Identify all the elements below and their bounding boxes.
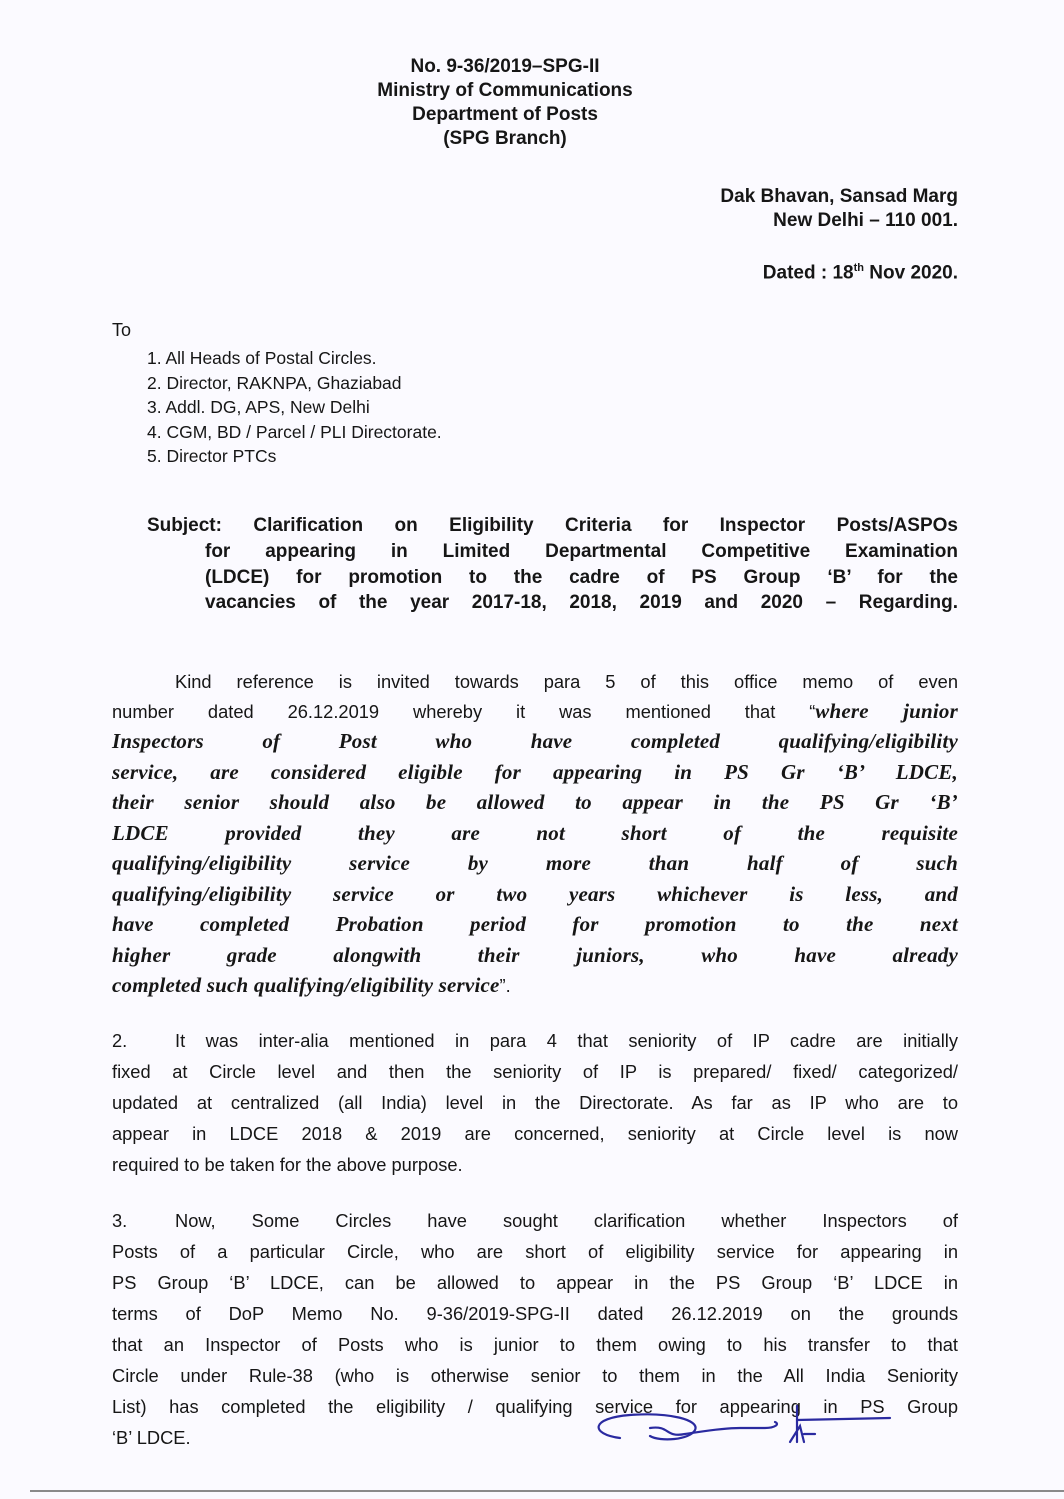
subject-line: (LDCE) for promotion to the cadre of PS Group ‘B’ for the bbox=[205, 566, 958, 588]
para2-line: fixed at Circle level and then the seniority of IP is prepared/ fixed/ categorized/ bbox=[112, 1061, 958, 1082]
para1-line bbox=[112, 882, 958, 907]
para1-quote: higher grade alongwith their juniors, who have already bbox=[112, 942, 958, 967]
para1-line bbox=[112, 760, 958, 785]
para3-line: terms of DoP Memo No. 9-36/2019-SPG-II dated 26.12.2019 on the grounds bbox=[112, 1303, 958, 1324]
para3-line: Posts of a particular Circle, who are short of eligibility service for appearing in bbox=[112, 1241, 958, 1262]
para1-line bbox=[112, 729, 958, 754]
subject-first-line: Subject: Clarification on Eligibility Criteria for Inspector Posts/ASPOs bbox=[147, 515, 958, 536]
para1-quote: service, are considered eligible for appearing in PS Gr ‘B’ LDCE, bbox=[112, 759, 958, 784]
para2-line: updated at centralized (all India) level in the Directorate. As far as IP who are to bbox=[112, 1092, 958, 1113]
para1-quote: where junior bbox=[815, 699, 958, 723]
subject-line: vacancies of the year 2017-18, 2018, 2019 and 2020 – Regarding. bbox=[205, 592, 958, 613]
file-number: No. 9-36/2019–SPG-II bbox=[410, 56, 600, 77]
to-label: To bbox=[112, 320, 132, 340]
subject-line: for appearing in Limited Departmental Competitive Examination bbox=[205, 541, 958, 562]
para1-text: number dated 26.12.2019 whereby it was mentioned that “ bbox=[112, 701, 816, 722]
para1-line bbox=[112, 821, 958, 846]
branch-name: (SPG Branch) bbox=[443, 128, 567, 149]
para3-line: that an Inspector of Posts who is junior to them owing to his transfer to that bbox=[112, 1334, 958, 1355]
date-prefix: Dated : 18 bbox=[762, 262, 854, 284]
para1-line bbox=[112, 790, 958, 815]
para1-quote: Inspectors of Post who have completed qualifying/eligibility bbox=[112, 729, 958, 753]
para1-line: Kind reference is invited towards para 5 of this office memo of even bbox=[175, 671, 958, 692]
para1-quote: completed such qualifying/eligibility service bbox=[112, 973, 500, 997]
address-line-1: Dak Bhavan, Sansad Marg bbox=[720, 186, 958, 207]
address-line-2: New Delhi – 110 001. bbox=[773, 210, 958, 231]
para1-line bbox=[112, 973, 958, 998]
department-name: Department of Posts bbox=[412, 104, 598, 125]
para1-quote: LDCE provided they are not short of the requisite bbox=[112, 820, 958, 845]
recipient-item: 3. Addl. DG, APS, New Delhi bbox=[147, 397, 370, 417]
para3-number: 3. bbox=[112, 1210, 128, 1231]
para2-number: 2. bbox=[112, 1030, 128, 1051]
para1-text: ”. bbox=[499, 975, 511, 996]
recipient-item: 1. All Heads of Postal Circles. bbox=[147, 348, 377, 368]
signature bbox=[590, 1390, 910, 1450]
para2-line: It was inter-alia mentioned in para 4 that seniority of IP cadre are initially bbox=[175, 1030, 958, 1051]
recipient-item: 2. Director, RAKNPA, Ghaziabad bbox=[147, 372, 402, 393]
para1-quote: have completed Probation period for promotion to the next bbox=[112, 912, 958, 936]
ministry-name: Ministry of Communications bbox=[377, 80, 633, 101]
para3-line: PS Group ‘B’ LDCE, can be allowed to appear in the PS Group ‘B’ LDCE in bbox=[112, 1272, 958, 1293]
recipient-item: 4. CGM, BD / Parcel / PLI Directorate. bbox=[147, 421, 442, 442]
para1-quote: their senior should also be allowed to appear in the PS Gr ‘B’ bbox=[112, 790, 958, 814]
para2-line: required to be taken for the above purpose. bbox=[112, 1154, 463, 1175]
para3-line: List) has completed the eligibility / qualifying service for appearing in PS Group bbox=[112, 1396, 958, 1417]
para1-quote: qualifying/eligibility service by more than half of such bbox=[112, 851, 958, 875]
para1-line bbox=[112, 851, 958, 876]
para2-line: appear in LDCE 2018 & 2019 are concerned, seniority at Circle level is now bbox=[112, 1123, 958, 1144]
date-line bbox=[763, 262, 958, 284]
para1-line bbox=[112, 912, 958, 937]
para3-line: Now, Some Circles have sought clarification whether Inspectors of bbox=[175, 1210, 958, 1231]
para3-line: ‘B’ LDCE. bbox=[112, 1427, 191, 1448]
recipient-item: 5. Director PTCs bbox=[147, 446, 277, 466]
para1-line bbox=[112, 699, 958, 724]
para1-line bbox=[112, 943, 958, 968]
date-suffix: Nov 2020. bbox=[864, 262, 958, 284]
para1-quote: qualifying/eligibility service or two years whichever is less, and bbox=[112, 881, 958, 906]
para3-line: Circle under Rule-38 (who is otherwise senior to them in the All India Seniority bbox=[112, 1365, 958, 1386]
date-superscript: th bbox=[853, 262, 864, 274]
bottom-rule bbox=[30, 1490, 1064, 1492]
